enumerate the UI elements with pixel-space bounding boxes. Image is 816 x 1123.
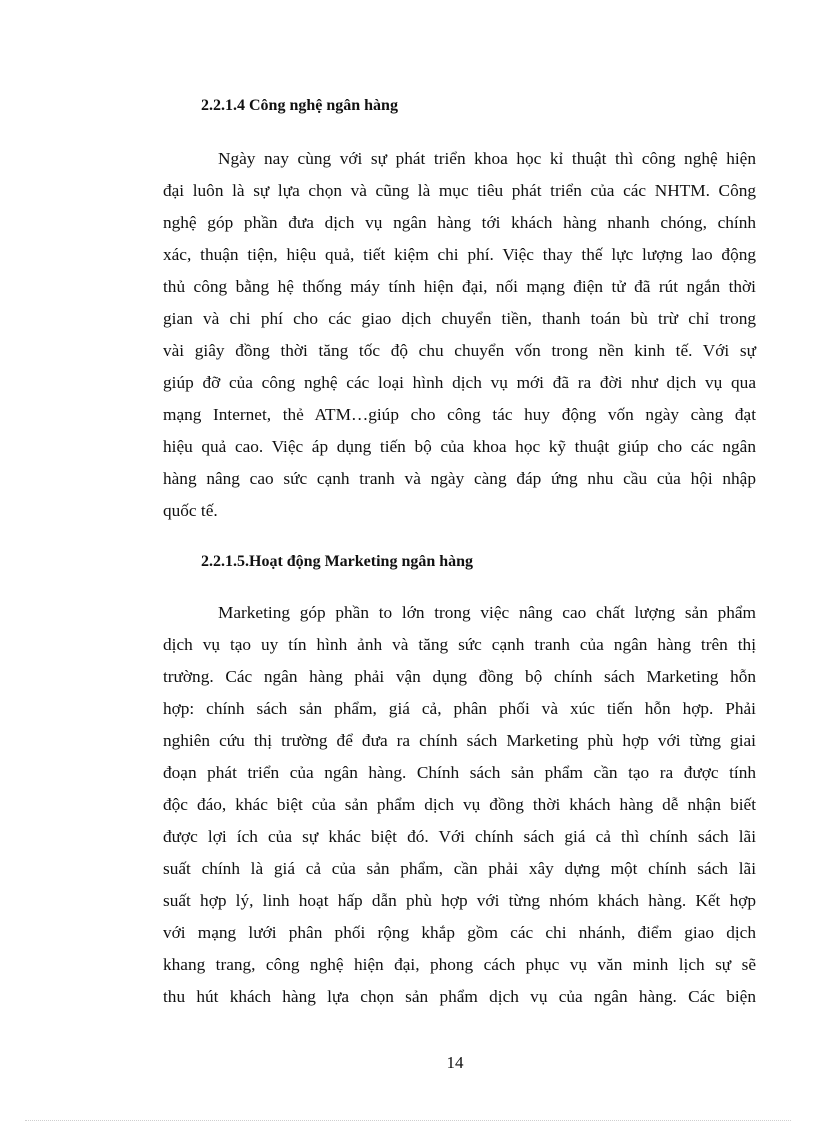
paragraph-line: nghiên cứu thị trường để đưa ra chính sách Marketing phù hợp với từng giai	[163, 731, 756, 750]
paragraph-line: đại luôn là sự lựa chọn và cũng là mục tiêu phát triển của các NHTM. Công	[163, 181, 756, 200]
paragraph-line: thu hút khách hàng lựa chọn sản phẩm dịch vụ của ngân hàng. Các biện	[163, 987, 756, 1006]
section-heading-marketing: 2.2.1.5.Hoạt động Marketing ngân hàng	[201, 553, 474, 570]
paragraph-line: giúp đỡ của công nghệ các loại hình dịch vụ mới đã ra đời như dịch vụ qua	[163, 373, 756, 392]
paragraph-line: vài giây đồng thời tăng tốc độ chu chuyển vốn trong nền kinh tế. Với sự	[163, 341, 756, 360]
paragraph-line: Marketing góp phần to lớn trong việc nâng cao chất lượng sản phẩm	[218, 603, 756, 622]
paragraph-line: dịch vụ tạo uy tín hình ảnh và tăng sức cạnh tranh của ngân hàng trên thị	[163, 635, 756, 654]
paragraph-line: suất chính là giá cả của sản phẩm, cần phải xây dựng một chính sách lãi	[163, 859, 756, 878]
paragraph-line: độc đáo, khác biệt của sản phẩm dịch vụ đồng thời khách hàng dễ nhận biết	[163, 795, 756, 814]
paragraph-line: với mạng lưới phân phối rộng khắp gồm các chi nhánh, điểm giao dịch	[163, 923, 756, 942]
paragraph-line: hàng nâng cao sức cạnh tranh và ngày càng đáp ứng nhu cầu của hội nhập	[163, 469, 756, 488]
paragraph-line: gian và chi phí cho các giao dịch chuyển tiền, thanh toán bù trừ chỉ trong	[163, 309, 756, 328]
paragraph-line: được lợi ích của sự khác biệt đó. Với chính sách giá cả thì chính sách lãi	[163, 827, 756, 846]
paragraph-line: mạng Internet, thẻ ATM…giúp cho công tác huy động vốn ngày càng đạt	[163, 405, 756, 424]
paragraph-line: suất hợp lý, linh hoạt hấp dẫn phù hợp với từng nhóm khách hàng. Kết hợp	[163, 891, 756, 910]
paragraph-line: xác, thuận tiện, hiệu quả, tiết kiệm chi phí. Việc thay thế lực lượng lao động	[163, 245, 756, 264]
paragraph-line: đoạn phát triển của ngân hàng. Chính sách sản phẩm cần tạo ra được tính	[163, 763, 756, 782]
paragraph-line: thủ công bằng hệ thống máy tính hiện đại, nối mạng điện tử đã rút ngắn thời	[163, 277, 756, 296]
paragraph-line: quốc tế.	[163, 501, 218, 520]
paragraph-line: trường. Các ngân hàng phải vận dụng đồng bộ chính sách Marketing hỗn	[163, 667, 756, 686]
paragraph-line: khang trang, công nghệ hiện đại, phong cách phục vụ văn minh lịch sự sẽ	[163, 955, 756, 974]
paragraph-line: hợp: chính sách sản phẩm, giá cả, phân phối và xúc tiến hỗn hợp. Phải	[163, 699, 756, 718]
page-number: 14	[446, 1053, 464, 1072]
section-heading-technology: 2.2.1.4 Công nghệ ngân hàng	[201, 97, 398, 114]
paragraph-line: nghệ góp phần đưa dịch vụ ngân hàng tới khách hàng nhanh chóng, chính	[163, 213, 756, 232]
paragraph-line: hiệu quả cao. Việc áp dụng tiến bộ của khoa học kỹ thuật giúp cho các ngân	[163, 437, 756, 456]
paragraph-line: Ngày nay cùng với sự phát triển khoa học kỉ thuật thì công nghệ hiện	[218, 149, 756, 168]
page-bottom-divider	[25, 1120, 791, 1121]
